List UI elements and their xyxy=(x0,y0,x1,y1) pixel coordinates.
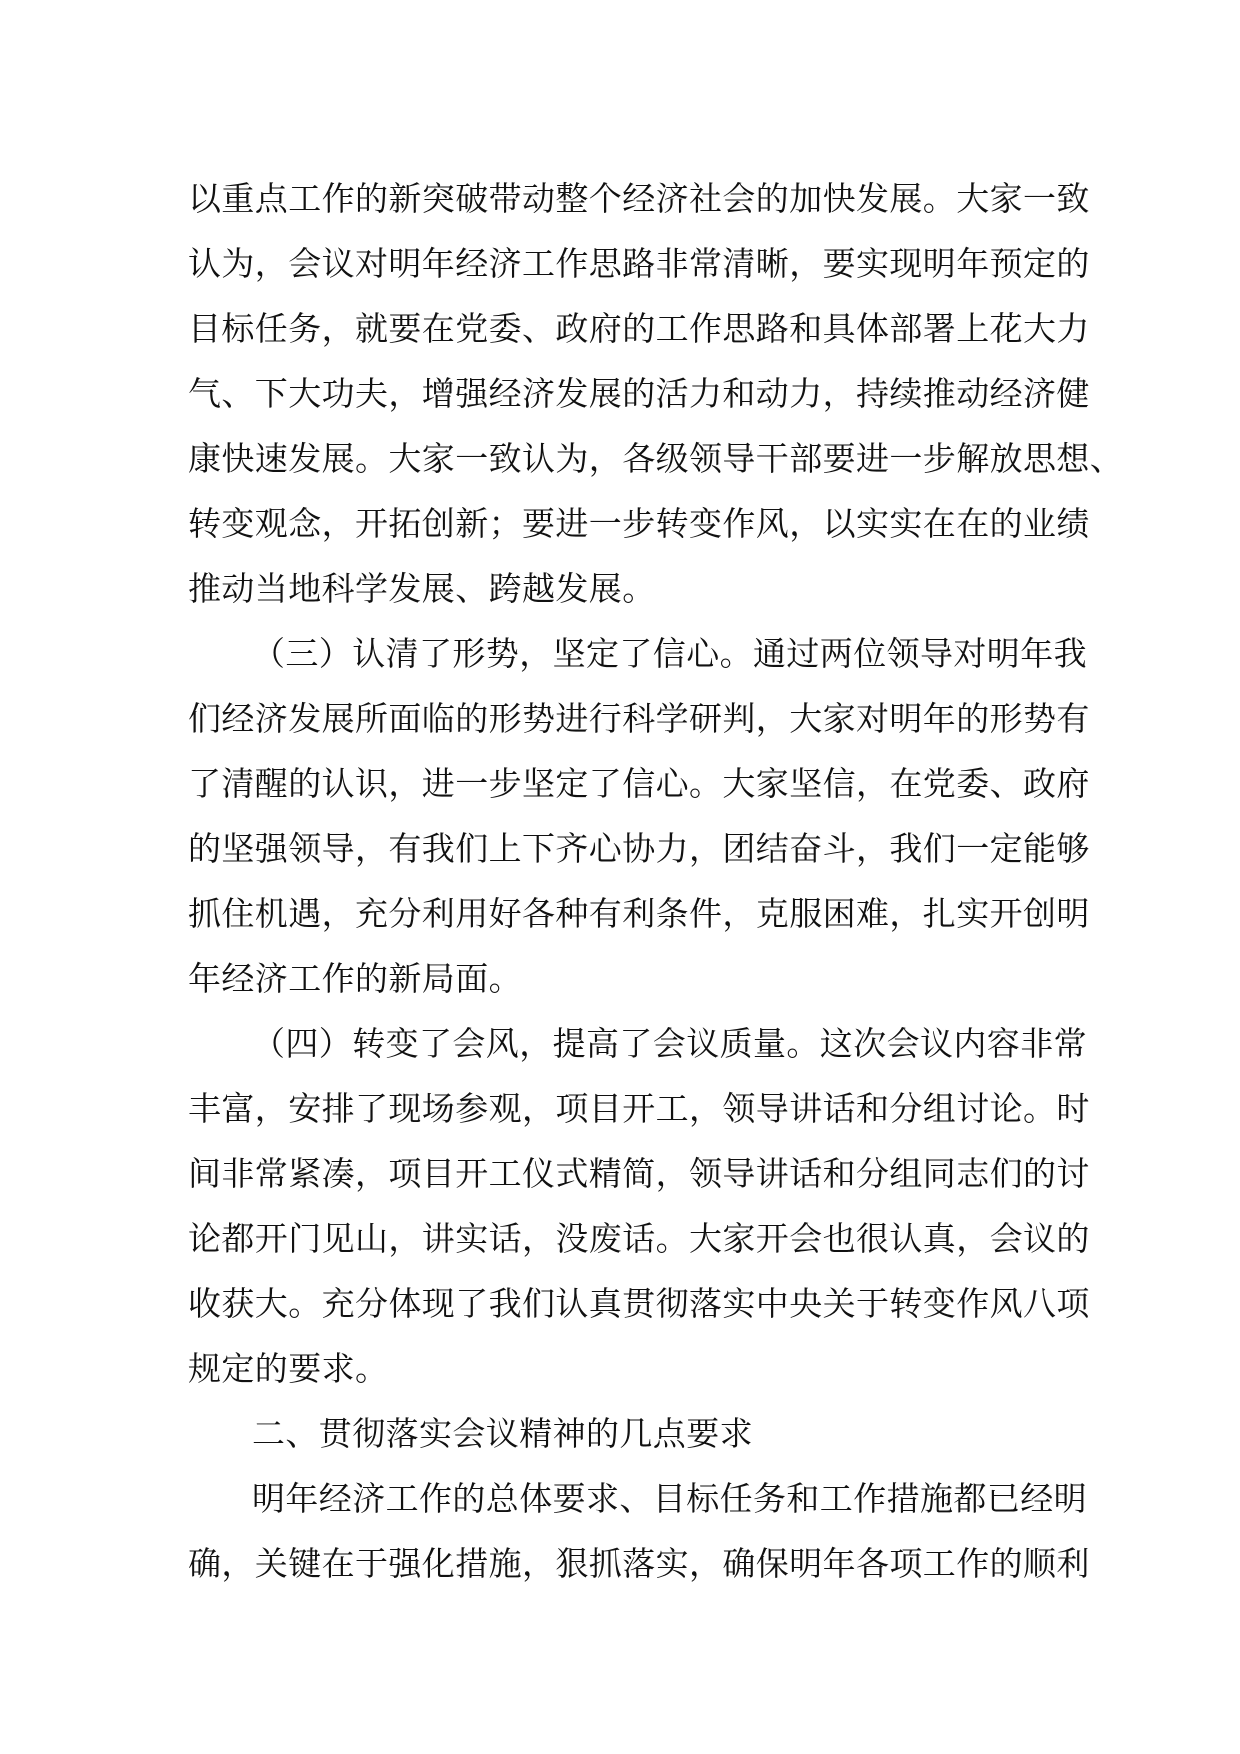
text-line: 论都开门见山，讲实话，没废话。大家开会也很认真，会议的 xyxy=(188,1219,1090,1258)
text-line: 的坚强领导，有我们上下齐心协力，团结奋斗，我们一定能够 xyxy=(188,829,1090,868)
text-line: 间非常紧凑，项目开工仪式精简，领导讲话和分组同志们的讨 xyxy=(188,1154,1090,1193)
text-line: 收获大。充分体现了我们认真贯彻落实中央关于转变作风八项 xyxy=(188,1284,1090,1323)
text-line: 气、下大功夫，增强经济发展的活力和动力，持续推动经济健 xyxy=(188,374,1090,413)
text-line: 抓住机遇，充分利用好各种有利条件，克服困难，扎实开创明 xyxy=(188,894,1090,933)
text-line: 推动当地科学发展、跨越发展。 xyxy=(188,569,656,608)
text-line: 确，关键在于强化措施，狠抓落实，确保明年各项工作的顺利 xyxy=(188,1544,1090,1583)
text-line: 了清醒的认识，进一步坚定了信心。大家坚信，在党委、政府 xyxy=(188,764,1090,803)
text-line: 以重点工作的新突破带动整个经济社会的加快发展。大家一致 xyxy=(188,179,1090,218)
text-line: （三）认清了形势，坚定了信心。通过两位领导对明年我 xyxy=(252,634,1087,673)
text-line: （四）转变了会风，提高了会议质量。这次会议内容非常 xyxy=(252,1024,1087,1063)
text-line: 认为，会议对明年经济工作思路非常清晰，要实现明年预定的 xyxy=(188,244,1090,283)
text-line: 二、贯彻落实会议精神的几点要求 xyxy=(252,1414,753,1453)
text-line: 转变观念，开拓创新；要进一步转变作风，以实实在在的业绩 xyxy=(188,504,1090,543)
text-line: 规定的要求。 xyxy=(188,1349,389,1388)
text-line: 年经济工作的新局面。 xyxy=(188,959,522,998)
text-line: 丰富，安排了现场参观，项目开工，领导讲话和分组讨论。时 xyxy=(188,1089,1090,1128)
text-line: 们经济发展所面临的形势进行科学研判，大家对明年的形势有 xyxy=(188,699,1090,738)
document-body xyxy=(188,166,1124,1596)
text-line: 明年经济工作的总体要求、目标任务和工作措施都已经明 xyxy=(252,1479,1087,1518)
text-line: 目标任务，就要在党委、政府的工作思路和具体部署上花大力 xyxy=(188,309,1090,348)
text-line: 康快速发展。大家一致认为，各级领导干部要进一步解放思想、 xyxy=(188,439,1124,478)
